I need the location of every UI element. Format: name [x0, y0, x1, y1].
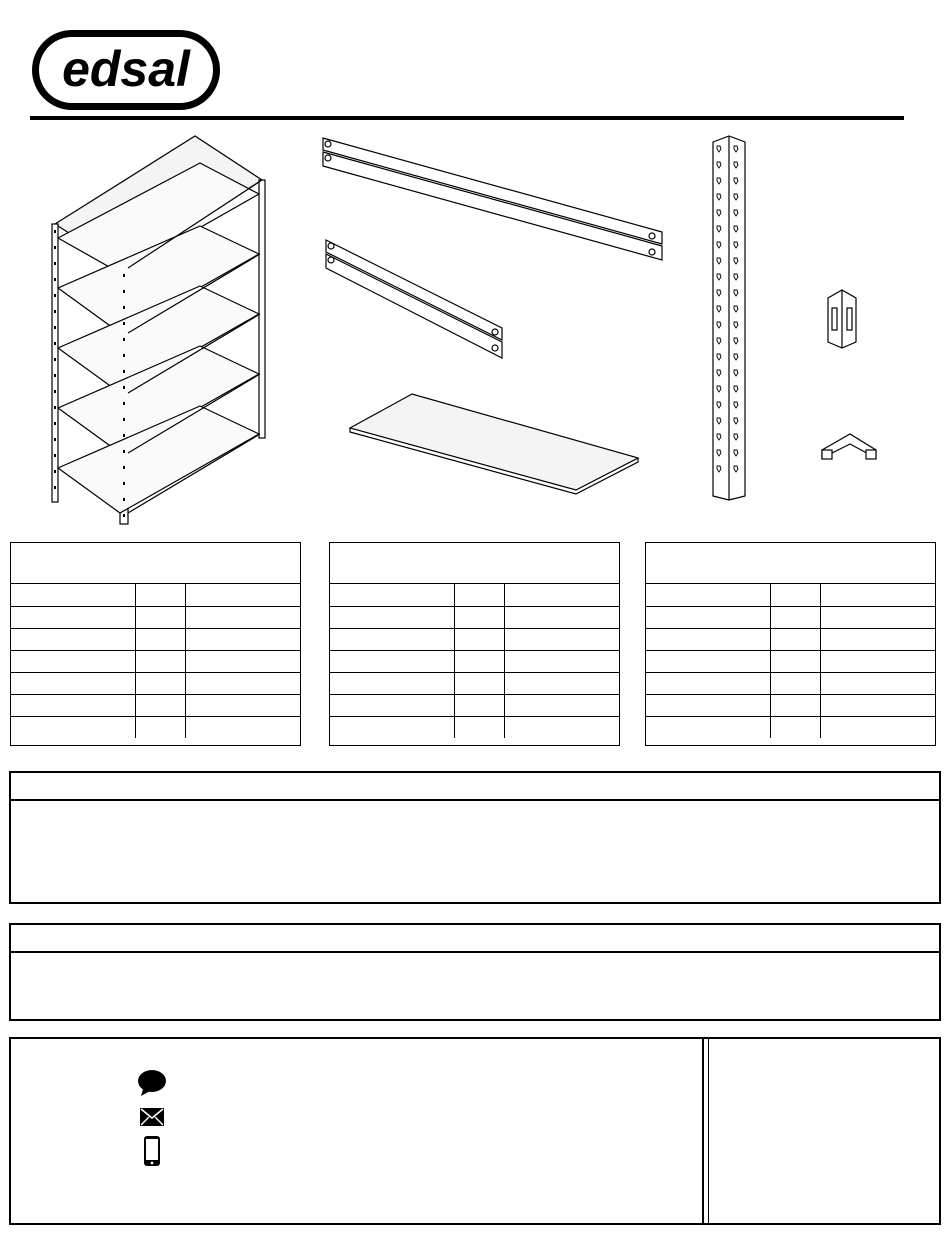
parts-table-title — [330, 543, 619, 584]
shelf-panel-drawing — [350, 394, 638, 494]
contact-divider — [708, 1039, 709, 1223]
table-row — [11, 716, 300, 738]
table-row — [11, 672, 300, 694]
header-rule — [30, 116, 904, 120]
table-row — [646, 694, 935, 716]
table-row — [11, 694, 300, 716]
parts-illustration — [0, 128, 950, 528]
table-row — [11, 650, 300, 672]
notice-box-title — [11, 925, 939, 953]
table-row — [11, 606, 300, 628]
table-row — [646, 716, 935, 738]
table-row — [330, 694, 619, 716]
parts-table-2 — [329, 542, 620, 746]
table-row — [11, 584, 300, 606]
table-row — [646, 584, 935, 606]
table-row — [646, 606, 935, 628]
foot-plate-drawing — [822, 434, 876, 459]
parts-table-3 — [645, 542, 936, 746]
contact-divider — [702, 1039, 704, 1223]
table-row — [330, 584, 619, 606]
logo-text: edsal — [62, 41, 190, 97]
table-row — [330, 650, 619, 672]
table-row — [11, 628, 300, 650]
parts-table-1 — [10, 542, 301, 746]
table-row — [646, 650, 935, 672]
upright-post-drawing — [713, 136, 745, 500]
table-row — [646, 672, 935, 694]
notice-box-body — [11, 953, 939, 965]
smartphone-icon — [143, 1135, 161, 1172]
brand-logo — [30, 28, 222, 112]
table-row — [330, 716, 619, 738]
envelope-icon — [139, 1107, 165, 1132]
notice-box-title — [11, 773, 939, 801]
long-beams-drawing — [323, 138, 662, 260]
connector-clip-drawing — [828, 290, 856, 348]
short-beams-drawing — [326, 240, 502, 358]
notice-box-body — [11, 801, 939, 813]
shelving-unit-drawing — [52, 136, 265, 524]
parts-table-title — [11, 543, 300, 584]
parts-table-title — [646, 543, 935, 584]
table-row — [330, 672, 619, 694]
notice-box-2 — [9, 923, 941, 1021]
table-row — [330, 628, 619, 650]
table-row — [646, 628, 935, 650]
contact-box — [9, 1037, 941, 1225]
table-row — [330, 606, 619, 628]
chat-bubble-icon — [137, 1069, 167, 1102]
notice-box-1 — [9, 771, 941, 904]
